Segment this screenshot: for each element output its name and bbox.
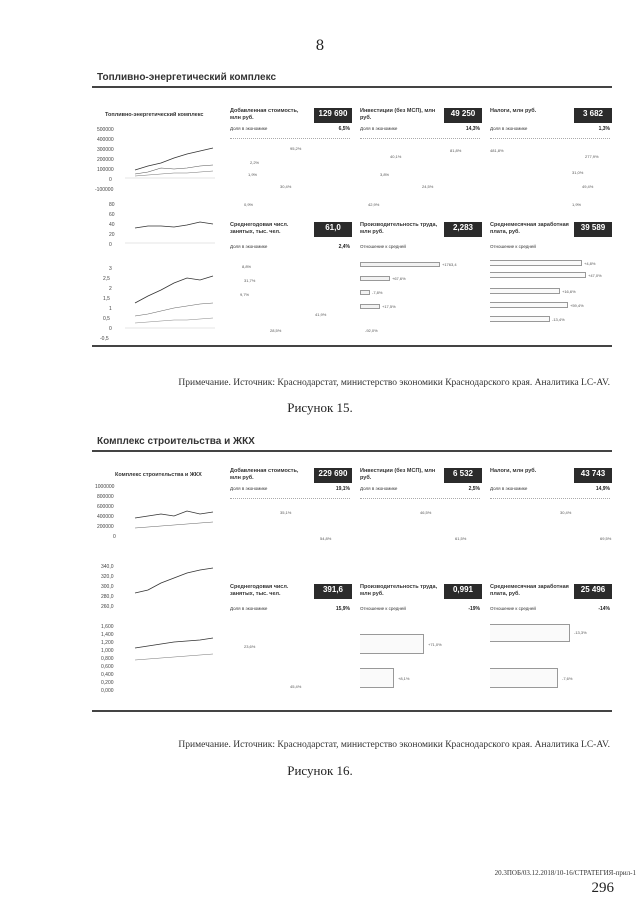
metric-title: Добавленная стоимость, млн руб.: [230, 468, 299, 481]
share-value: 1,3%: [598, 126, 610, 132]
left-line-charts: [95, 118, 230, 343]
pct-label: 41,9%: [315, 312, 327, 317]
series-line: [135, 148, 213, 170]
share-value: 2,4%: [338, 244, 350, 250]
metric-badge: 43 743: [574, 468, 612, 483]
pct-label: 28,5%: [270, 328, 282, 333]
axis-tick: 1,5: [103, 296, 110, 302]
series-line: [135, 654, 213, 660]
metric-investments: [360, 108, 485, 207]
axis-tick: 1,000: [101, 648, 114, 654]
pct-label: 31,0%: [572, 170, 584, 175]
pct-label: 45,4%: [290, 684, 302, 689]
pct-label: -7,6%: [562, 676, 573, 681]
axis-tick: 0,600: [101, 664, 114, 670]
figure-16-title: Комплекс строительства и ЖКХ: [97, 436, 255, 447]
share-label: Доля в экономике: [490, 126, 528, 131]
pct-label: 30,4%: [560, 510, 572, 515]
pct-label: 9,7%: [240, 292, 250, 297]
share-label: Доля в экономике: [230, 126, 268, 131]
share-label: Доля в экономике: [360, 126, 398, 131]
metric-title: Инвестиции (без МСП), млн руб.: [360, 468, 436, 481]
figure-16-caption: Рисунок 16.: [287, 763, 353, 778]
metric-title: Среднемесячная заработная плата, руб.: [490, 222, 569, 235]
pct-label: 46,5%: [420, 510, 432, 515]
axis-tick: 320,0: [101, 574, 114, 580]
share-label: Отношение к средней: [490, 244, 536, 249]
metric-badge: 61,0: [314, 222, 352, 237]
metric-salary: [490, 222, 615, 322]
pct-label: 54,8%: [320, 536, 332, 541]
pct-label: +17,5%: [382, 304, 396, 309]
figure-16-note: Примечание. Источник: Краснодарстат, министерство экономики Краснодарского края. Аналитика LC-AV.: [178, 740, 610, 750]
pct-label: 81,8%: [450, 148, 462, 153]
share-value: 14,3%: [465, 126, 480, 132]
metric-badge: 25 496: [574, 584, 612, 599]
metric-salary: [490, 584, 615, 681]
share-label: Отношение к средней: [490, 606, 536, 611]
metric-productivity: [360, 584, 485, 681]
pct-label: +47,0%: [588, 273, 602, 278]
metric-taxes: [490, 468, 615, 541]
metric-employment: [230, 222, 355, 333]
axis-tick: 40: [109, 222, 115, 228]
axis-tick: 2: [109, 286, 112, 292]
axis-tick: 0,800: [101, 656, 114, 662]
axis-tick: 1000000: [95, 484, 115, 490]
axis-tick: 0: [109, 242, 112, 248]
share-value: 2,5%: [468, 486, 480, 492]
metric-badge: 3 682: [574, 108, 612, 123]
footer-reference: 20.3ПОБ/03.12.2018/10-16/СТРАТЕГИЯ-прил-1: [494, 869, 636, 877]
metric-title: Добавленная стоимость, млн руб.: [230, 108, 299, 121]
axis-tick: 0: [113, 534, 116, 540]
metric-title: Инвестиции (без МСП), млн руб.: [360, 108, 436, 121]
metric-badge: 39 589: [574, 222, 612, 237]
pct-label: 95,2%: [290, 146, 302, 151]
share-value: 19,1%: [335, 486, 350, 492]
pct-label: 3,8%: [380, 172, 390, 177]
axis-tick: 300,0: [101, 584, 114, 590]
footer-page-number: 296: [591, 880, 614, 896]
metric-badge: 49 250: [444, 108, 482, 123]
axis-tick: 280,0: [101, 594, 114, 600]
share-value: -19%: [468, 606, 480, 612]
share-value: -14%: [598, 606, 610, 612]
pct-label: 8,8%: [242, 264, 252, 269]
series-line: [135, 276, 213, 303]
figure-15-caption: Рисунок 15.: [287, 400, 353, 415]
pct-label: 40,1%: [390, 154, 402, 159]
share-label: Доля в экономике: [230, 606, 268, 611]
metric-badge: 391,6: [314, 584, 352, 599]
axis-tick: 340,0: [101, 564, 114, 570]
axis-tick: -0,5: [100, 336, 109, 342]
figure-15-note: Примечание. Источник: Краснодарстат, министерство экономики Краснодарского края. Аналитика LC-AV.: [178, 378, 610, 388]
share-label: Доля в экономике: [360, 486, 398, 491]
series-line: [135, 568, 213, 593]
metric-badge: 229 690: [314, 468, 352, 483]
share-label: Отношение к средней: [360, 606, 406, 611]
metric-productivity: [360, 222, 485, 333]
series-line: [135, 303, 213, 316]
metric-title: Среднегодовая числ. занятых, тыс. чел.: [230, 584, 289, 597]
metric-title: Среднемесячная заработная плата, руб.: [490, 584, 569, 597]
pct-label: 35,1%: [280, 510, 292, 515]
metric-value-added: [230, 108, 355, 207]
axis-tick: 400000: [97, 514, 114, 520]
pct-label: +1763,4: [442, 262, 457, 267]
figure-16-top-rule: [92, 450, 612, 452]
axis-tick: 60: [109, 212, 115, 218]
axis-tick: 1: [109, 306, 112, 312]
figure-16-panel: [95, 454, 615, 704]
pct-label: +4,8%: [584, 261, 596, 266]
pct-label: 23,6%: [244, 644, 256, 649]
pct-label: 30,4%: [280, 184, 292, 189]
share-value: 6,5%: [338, 126, 350, 132]
pct-label: 1,9%: [572, 202, 582, 207]
axis-tick: 500000: [97, 127, 114, 133]
metric-title: Налоги, млн руб.: [490, 108, 537, 114]
metric-title: Производительность труда, млн руб.: [360, 222, 438, 235]
axis-tick: 20: [109, 232, 115, 238]
pct-label: 0,9%: [244, 202, 254, 207]
metric-value-added: [230, 468, 355, 541]
figure-15-bottom-rule: [92, 345, 612, 347]
axis-tick: 0,200: [101, 680, 114, 686]
pct-label: 2,2%: [250, 160, 260, 165]
axis-tick: 100000: [97, 167, 114, 173]
axis-tick: 260,0: [101, 604, 114, 610]
pct-label: 481,8%: [490, 148, 504, 153]
pct-label: +8,1%: [398, 676, 410, 681]
share-value: 15,9%: [335, 606, 350, 612]
figure-15-panel: [95, 90, 615, 340]
axis-tick: 0,000: [101, 688, 114, 693]
pct-label: 31,7%: [244, 278, 256, 283]
axis-tick: 300000: [97, 147, 114, 153]
pct-label: +71,0%: [428, 642, 442, 647]
series-line: [135, 522, 213, 528]
axis-tick: 600000: [97, 504, 114, 510]
axis-tick: 1,600: [101, 624, 114, 630]
left-chart-title: Топливно-энергетический комплекс: [105, 112, 204, 118]
metric-badge: 2,283: [444, 222, 482, 237]
series-line: [135, 318, 213, 323]
pct-label: 24,5%: [422, 184, 434, 189]
axis-tick: 0,400: [101, 672, 114, 678]
metric-investments: [360, 468, 485, 541]
axis-tick: -100000: [95, 187, 114, 193]
pct-label: +16,6%: [562, 289, 576, 294]
page-number: 8: [315, 38, 325, 54]
axis-tick: 400000: [97, 137, 114, 143]
left-line-charts: [95, 478, 230, 693]
pct-label: -7,8%: [372, 290, 383, 295]
pct-label: 69,5%: [600, 536, 612, 541]
metric-taxes: [490, 108, 615, 207]
axis-tick: 200000: [97, 157, 114, 163]
left-chart-title: Комплекс строительства и ЖКХ: [115, 472, 202, 478]
share-label: Доля в экономике: [230, 486, 268, 491]
axis-tick: 0,5: [103, 316, 110, 322]
pct-label: +67,6%: [392, 276, 406, 281]
pct-label: 1,9%: [248, 172, 258, 177]
axis-tick: 800000: [97, 494, 114, 500]
axis-tick: 0: [109, 177, 112, 183]
series-line: [135, 511, 213, 518]
pct-label: -13,4%: [552, 317, 565, 322]
figure-16-bottom-rule: [92, 710, 612, 712]
pct-label: 42,9%: [368, 202, 380, 207]
share-label: Доля в экономике: [490, 486, 528, 491]
axis-tick: 3: [109, 266, 112, 272]
metric-badge: 6 532: [444, 468, 482, 483]
metric-title: Производительность труда, млн руб.: [360, 584, 438, 597]
metric-employment: [230, 584, 355, 689]
metric-badge: 0,991: [444, 584, 482, 599]
pct-label: 49,4%: [582, 184, 594, 189]
pct-label: -92,0%: [365, 328, 378, 333]
share-label: Отношение к средней: [360, 244, 406, 249]
metric-title: Среднегодовая числ. занятых, тыс. чел.: [230, 222, 289, 235]
pct-label: 277,9%: [585, 154, 599, 159]
pct-label: 61,5%: [455, 536, 467, 541]
metric-badge: 129 690: [314, 108, 352, 123]
series-line: [135, 222, 213, 228]
axis-tick: 1,400: [101, 632, 114, 638]
axis-tick: 0: [109, 326, 112, 332]
share-value: 14,9%: [595, 486, 610, 492]
pct-label: +59,4%: [570, 303, 584, 308]
figure-15-title: Топливно-энергетический комплекс: [97, 72, 277, 83]
series-line: [135, 171, 213, 176]
axis-tick: 200000: [97, 524, 114, 530]
axis-tick: 2,5: [103, 276, 110, 282]
figure-15-top-rule: [92, 86, 612, 88]
metric-title: Налоги, млн руб.: [490, 468, 537, 474]
axis-tick: 80: [109, 202, 115, 208]
axis-tick: 1,200: [101, 640, 114, 646]
series-line: [135, 638, 213, 648]
pct-label: -13,3%: [574, 630, 587, 635]
share-label: Доля в экономике: [230, 244, 268, 249]
